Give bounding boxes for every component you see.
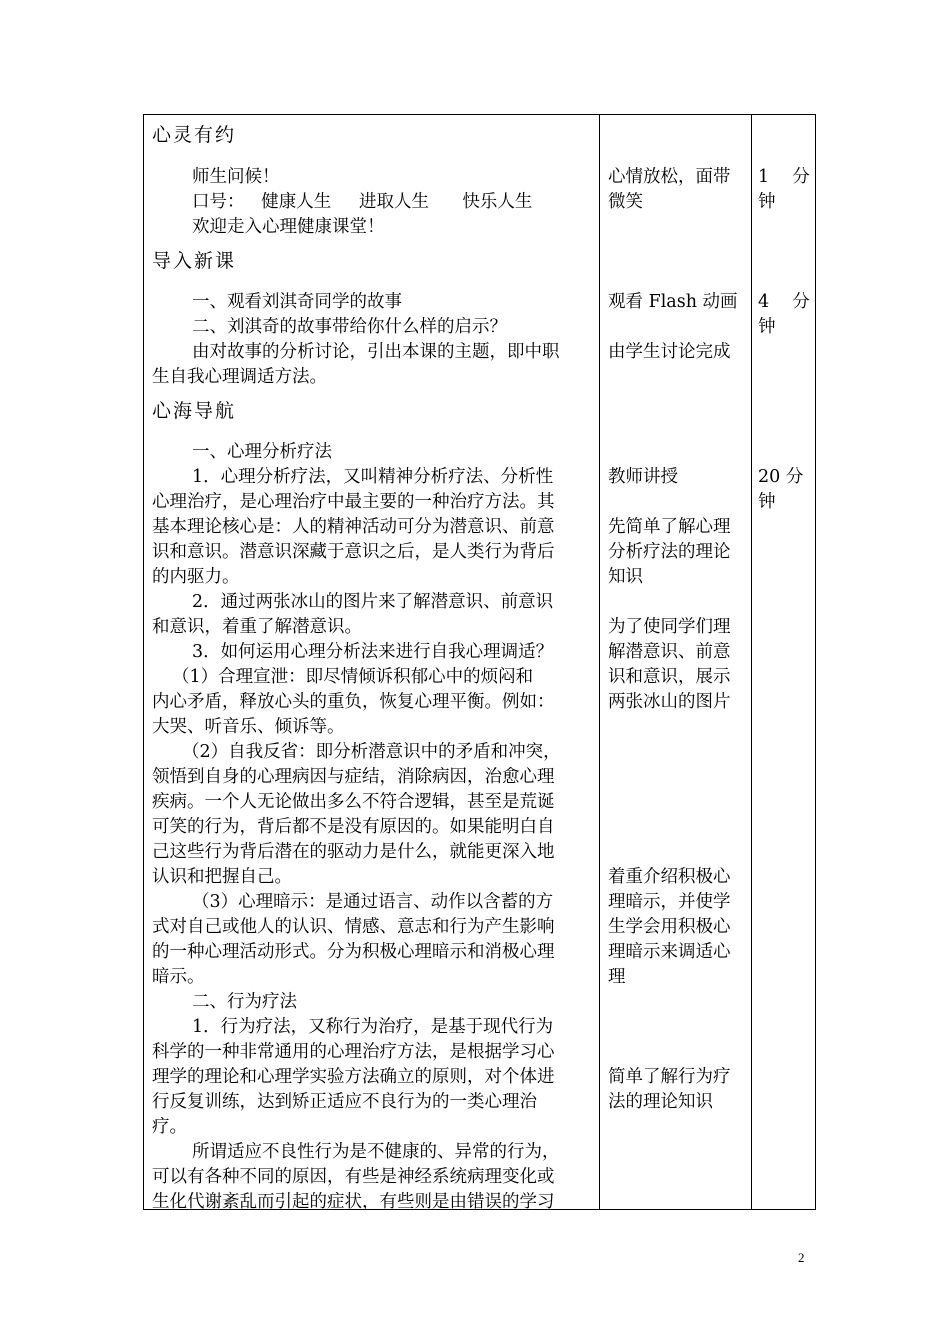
time-unit: 钟 — [758, 317, 776, 337]
content-line: 和意识，着重了解潜意识。 — [152, 617, 362, 637]
content-line: （3）心理暗示：是通过语言、动作以含蓄的方 — [192, 892, 554, 912]
content-line: （2）自我反省：即分析潜意识中的矛盾和冲突， — [182, 742, 561, 762]
content-line: 内心矛盾，释放心头的重负，恢复心理平衡。例如： — [152, 692, 555, 712]
content-line: 大哭、听音乐、倾诉等。 — [152, 717, 345, 737]
content-line: 己这些行为背后潜在的驱动力是什么，就能更深入地 — [152, 842, 555, 862]
content-line: 二、行为疗法 — [192, 992, 297, 1012]
content-line: （1）合理宣泄：即尽情倾诉积郁心中的烦闷和 — [172, 667, 534, 687]
time-unit: 钟 — [758, 492, 776, 512]
content-line: 1．心理分析疗法，又叫精神分析疗法、分析性 — [192, 467, 554, 487]
content-line: 所谓适应不良性行为是不健康的、异常的行为， — [192, 1142, 560, 1162]
content-line: 可以有各种不同的原因，有些是神经系统病理变化或 — [152, 1167, 555, 1187]
time-unit: 钟 — [758, 192, 776, 212]
content-line: 心理治疗，是心理治疗中最主要的一种治疗方法。其 — [152, 492, 555, 512]
content-line: 二、刘淇奇的故事带给你什么样的启示？ — [192, 317, 507, 337]
content-line: 科学的一种非常通用的心理治疗方法，是根据学习心 — [152, 1042, 555, 1062]
activity-line: 理暗示来调适心 — [608, 942, 731, 962]
content-line: 疾病。一个人无论做出多么不符合逻辑，甚至是荒诞 — [152, 792, 555, 812]
content-line: 的一种心理活动形式。分为积极心理暗示和消极心理 — [152, 942, 555, 962]
activity-line: 着重介绍积极心 — [608, 867, 731, 887]
activity-line: 观看 Flash 动画 — [608, 292, 738, 312]
time-value: 1 分 — [758, 167, 810, 187]
content-line: 口号： 健康人生 进取人生 快乐人生 — [192, 192, 533, 212]
activity-line: 微笑 — [608, 192, 643, 212]
activity-line: 知识 — [608, 567, 643, 587]
content-line: 式对自己或他人的认识、情感、意志和行为产生影响 — [152, 917, 555, 937]
content-line: 2．通过两张冰山的图片来了解潜意识、前意识 — [192, 592, 554, 612]
column-divider-1 — [599, 114, 600, 1210]
content-line: 可笑的行为，背后都不是没有原因的。如果能明白自 — [152, 817, 555, 837]
activity-line: 心情放松，面带 — [608, 167, 731, 187]
content-line: 生化代谢紊乱而引起的症状，有些则是由错误的学习 — [152, 1192, 555, 1210]
content-line: 3．如何运用心理分析法来进行自我心理调适？ — [192, 642, 554, 662]
activity-line: 理暗示，并使学 — [608, 892, 731, 912]
content-line: 理学的理论和心理学实验方法确立的原则，对个体进 — [152, 1067, 555, 1087]
section-title-xinhai: 心海导航 — [152, 400, 237, 422]
content-line: 识和意识。潜意识深藏于意识之后，是人类行为背后 — [152, 542, 555, 562]
time-column — [758, 114, 812, 1210]
content-line: 1．行为疗法，又称行为治疗，是基于现代行为 — [192, 1017, 554, 1037]
content-line: 生自我心理调适方法。 — [152, 367, 327, 387]
activity-line: 两张冰山的图片 — [608, 692, 731, 712]
activity-line: 由学生讨论完成 — [608, 342, 731, 362]
activity-line: 简单了解行为疗 — [608, 1067, 731, 1087]
section-title-daoru: 导入新课 — [152, 250, 237, 272]
time-value: 20 分 — [758, 467, 804, 487]
content-line: 领悟到自身的心理病因与症结，消除病因，治愈心理 — [152, 767, 555, 787]
activity-line: 解潜意识、前意 — [608, 642, 731, 662]
content-line: 暗示。 — [152, 967, 205, 987]
time-value: 4 分 — [758, 292, 810, 312]
section-title-xinling: 心灵有约 — [152, 124, 237, 146]
content-line: 一、心理分析疗法 — [192, 442, 332, 462]
activity-line: 先简单了解心理 — [608, 517, 731, 537]
activity-line: 生学会用积极心 — [608, 917, 731, 937]
content-column — [150, 114, 592, 1210]
content-line: 由对故事的分析讨论，引出本课的主题，即中职 — [192, 342, 560, 362]
activity-line: 教师讲授 — [608, 467, 678, 487]
content-line: 师生问候！ — [192, 167, 280, 187]
activity-line: 为了使同学们理 — [608, 617, 731, 637]
content-line: 一、观看刘淇奇同学的故事 — [192, 292, 402, 312]
content-line: 认识和把握自己。 — [152, 867, 292, 887]
activity-line: 法的理论知识 — [608, 1092, 713, 1112]
content-line: 欢迎走入心理健康课堂！ — [192, 217, 385, 237]
content-line: 基本理论核心是：人的精神活动可分为潜意识、前意 — [152, 517, 555, 537]
content-line: 的内驱力。 — [152, 567, 240, 587]
activity-line: 分析疗法的理论 — [608, 542, 731, 562]
activity-column — [608, 114, 748, 1210]
activity-line: 识和意识，展示 — [608, 667, 731, 687]
content-line: 疗。 — [152, 1117, 187, 1137]
activity-line: 理 — [608, 967, 626, 987]
content-line: 行反复训练，达到矫正适应不良行为的一类心理治 — [152, 1092, 537, 1112]
page-number: 2 — [798, 1250, 805, 1265]
column-divider-2 — [751, 114, 752, 1210]
